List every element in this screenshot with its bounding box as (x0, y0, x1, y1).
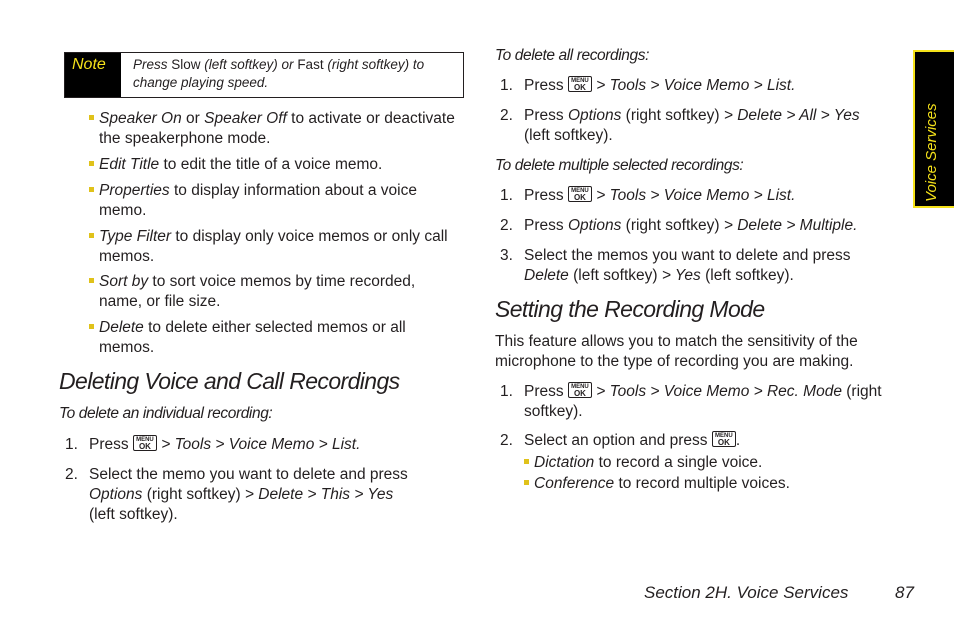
deleting-subheading: To delete an individual recording: (59, 405, 273, 422)
option-delete: Delete to delete either selected memos or all memos. (89, 318, 461, 358)
side-tab-label: Voice Services (923, 103, 940, 202)
bullet-icon (89, 161, 94, 166)
delete-multi-subheading: To delete multiple selected recordings: (495, 157, 744, 174)
deleting-heading: Deleting Voice and Call Recordings (59, 368, 400, 394)
note-text: Press Slow (left softkey) or Fast (right softkey) to change playing speed. (133, 57, 425, 90)
bullet-icon (89, 324, 94, 329)
menu-ok-key-icon: MENU OK (568, 186, 592, 202)
page-number: 87 (895, 583, 914, 602)
menu-ok-key-icon: MENU OK (568, 382, 592, 398)
section-side-tab (913, 50, 954, 208)
setting-intro: This feature allows you to match the sensitivity of the microphone to the type of recording you are making. (495, 333, 858, 370)
bullet-icon (524, 459, 529, 464)
setting-bullet-conference: Conference to record multiple voices. (524, 474, 790, 494)
bullet-icon (89, 115, 94, 120)
option-type-filter: Type Filter to display only voice memos or only call memos. (89, 227, 461, 267)
bullet-icon (89, 278, 94, 283)
option-sort-by: Sort by to sort voice memos by time recorded, name, or file size. (89, 272, 461, 312)
menu-ok-key-icon: MENU OK (712, 431, 736, 447)
option-speaker: Speaker On or Speaker Off to activate or deactivate the speakerphone mode. (89, 109, 461, 149)
bullet-icon (89, 233, 94, 238)
option-edit-title: Edit Title to edit the title of a voice memo. (89, 155, 461, 175)
setting-heading: Setting the Recording Mode (495, 296, 765, 322)
delete-all-subheading: To delete all recordings: (495, 47, 649, 64)
footer-section: Section 2H. Voice Services (644, 583, 849, 602)
menu-ok-key-icon: MENU OK (568, 76, 592, 92)
bullet-icon (524, 480, 529, 485)
bullet-icon (89, 187, 94, 192)
note-label: Note (65, 53, 121, 97)
option-properties: Properties to display information about a voice memo. (89, 181, 461, 221)
setting-bullet-dictation: Dictation to record a single voice. (524, 453, 762, 473)
menu-ok-key-icon: MENU OK (133, 435, 157, 451)
note-box (64, 52, 464, 98)
